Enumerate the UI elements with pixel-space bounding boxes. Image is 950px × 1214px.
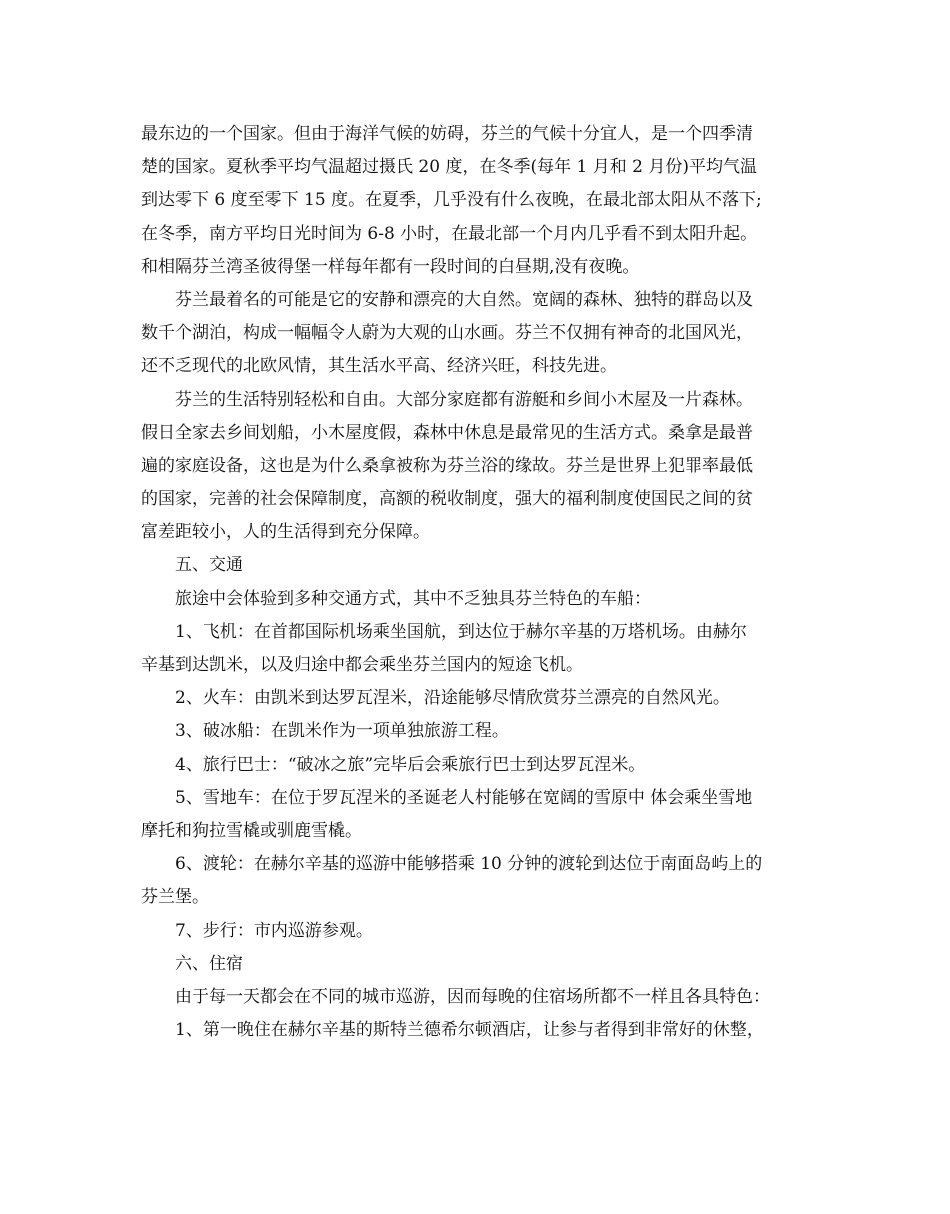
- text-line: 5、雪地车：在位于罗瓦涅米的圣诞老人村能够在宽阔的雪原中 体会乘坐雪地: [175, 787, 753, 808]
- text-line: 6、渡轮：在赫尔辛基的巡游中能够搭乘 10 分钟的渡轮到达位于南面岛屿上的: [175, 854, 763, 875]
- text-line: 遍的家庭设备，这也是为什么桑拿被称为芬兰浴的缘故。芬兰是世界上犯罪率最低: [141, 455, 753, 476]
- text-line: 楚的国家。夏秋季平均气温超过摄氏 20 度，在冬季(每年 1 月和 2 月份)平均气温: [141, 157, 757, 178]
- text-line: 旅途中会体验到多种交通方式，其中不乏独具芬兰特色的车船：: [175, 588, 651, 609]
- text-line: 数千个湖泊，构成一幅幅令人蔚为大观的山水画。芬兰不仅拥有神奇的北国风光，: [141, 323, 753, 344]
- text-line: 摩托和狗拉雪橇或驯鹿雪橇。: [141, 820, 362, 841]
- text-line: 芬兰堡。: [141, 887, 209, 908]
- text-line: 由于每一天都会在不同的城市巡游，因而每晚的住宿场所都不一样且各具特色：: [175, 986, 770, 1007]
- text-line: 到达零下 6 度至零下 15 度。在夏季，几乎没有什么夜晚，在最北部太阳从不落下;: [141, 190, 762, 211]
- text-line: 的国家，完善的社会保障制度，高额的税收制度，强大的福利制度使国民之间的贫: [141, 489, 753, 510]
- text-line: 五、交通: [175, 555, 243, 576]
- text-line: 假日全家去乡间划船，小木屋度假，森林中休息是最常见的生活方式。桑拿是最普: [141, 422, 753, 443]
- text-line: 3、破冰船：在凯米作为一项单独旅游工程。: [175, 721, 509, 742]
- text-line: 1、第一晚住在赫尔辛基的斯特兰德希尔顿酒店，让参与者得到非常好的休整，: [175, 1020, 764, 1041]
- text-line: 7、步行：市内巡游参观。: [175, 920, 373, 941]
- text-line: 芬兰的生活特别轻松和自由。大部分家庭都有游艇和乡间小木屋及一片森林。: [175, 389, 753, 410]
- document-body: [141, 118, 821, 1047]
- text-line: 1、飞机：在首都国际机场乘坐国航，到达位于赫尔辛基的万塔机场。由赫尔: [175, 621, 747, 642]
- text-line: 芬兰最着名的可能是它的安静和漂亮的大自然。宽阔的森林、独特的群岛以及: [175, 289, 753, 310]
- text-line: 2、火车：由凯米到达罗瓦涅米，沿途能够尽情欣赏芬兰漂亮的自然风光。: [175, 688, 730, 709]
- text-line: 辛基到达凯米，以及归途中都会乘坐芬兰国内的短途飞机。: [141, 655, 583, 675]
- text-line: 富差距较小，人的生活得到充分保障。: [141, 522, 430, 543]
- text-line: 在冬季，南方平均日光时间为 6-8 小时，在最北部一个月内几乎看不到太阳升起。: [141, 223, 758, 244]
- text-line: 最东边的一个国家。但由于海洋气候的妨碍，芬兰的气候十分宜人，是一个四季清: [141, 124, 753, 144]
- text-line: 六、住宿: [175, 953, 243, 974]
- text-line: 还不乏现代的北欧风情，其生活水平高、经济兴旺，科技先进。: [141, 356, 617, 377]
- text-line: 4、旅行巴士：“破冰之旅”完毕后会乘旅行巴士到达罗瓦涅米。: [175, 754, 646, 775]
- text-line: 和相隔芬兰湾圣彼得堡一样每年都有一段时间的白昼期,没有夜晚。: [141, 256, 640, 277]
